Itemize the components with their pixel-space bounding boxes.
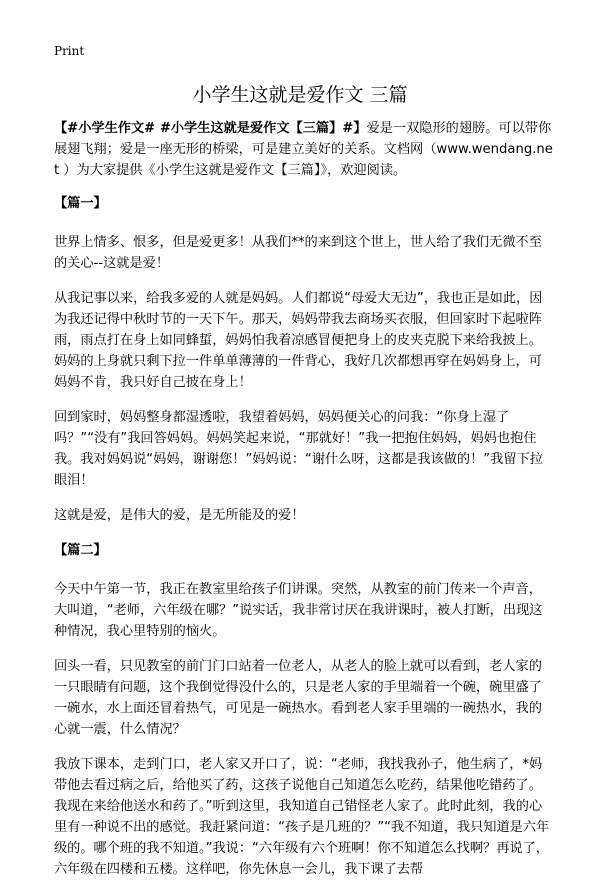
print-label: Print xyxy=(54,44,85,58)
section-1-paragraph: 回到家时，妈妈整身都湿透啦，我望着妈妈，妈妈便关心的问我：“你身上湿了吗？”“没有”我回答妈妈。妈妈笑起来说，“那就好！”我一把抱住妈妈，妈妈也抱住我。我对妈妈说“妈妈，谢谢您！”妈妈说：“谢什么呀，这都是我该做的！”我留下拉眼泪！ xyxy=(54,410,543,488)
intro-tag: 【#小学生作文# #小学生这就是爱作文【三篇】#】 xyxy=(54,121,367,136)
section-2-paragraph: 我放下课本，走到门口，老人家又开口了，说：“老师，我找我孙子，他生病了，*妈带他去看过病之后，给他买了药，这孩子说他自己知道怎么吃药，结果他吃错药了。我现在来给他送水和药了。”听到这里，我知道自己错怪老人家了。此时此刻，我的心里有一种说不出的感觉。我赶紧问道：“孩子是几班的？”“我不知道，我只知道是六年级的。哪个班的我不知道。”我说：“六年级有六个班啊！你不知道怎么找啊？再说了，六年级在四楼和五楼。这样吧，你先休息一会儿，我下课了去帮 xyxy=(54,757,550,877)
section-1-paragraph: 从我记事以来，给我多爱的人就是妈妈。人们都说“母爱大无边”，我也正是如此，因为我还记得中秋时节的一天下午。那天，妈妈带我去商场买衣服，但回家时下起啦阵雨，雨点打在身上如同蜂蜇，妈妈怕我着凉感冒便把身上的皮夹克脱下来给我披上。妈妈的上身就只剩下拉一件单单薄薄的一件背心，我好几次都想再穿在妈妈身上，可妈妈不肯，我只好自己披在身上！ xyxy=(54,291,543,390)
section-1-paragraph: 这就是爱，是伟大的爱，是无所能及的爱！ xyxy=(54,508,305,523)
document-body xyxy=(54,118,554,894)
section-2-paragraph: 今天中午第一节，我正在教室里给孩子们讲课。突然，从教室的前门传来一个声音，大叫道，“老师，六年级在哪？”说实话，我非常讨厌在我讲课时，被人打断，出现这种情况，我心里特别的恼火。 xyxy=(54,582,543,639)
section-2-paragraph: 回头一看，只见教室的前门门口站着一位老人，从老人的脸上就可以看到，老人家的一只眼睛有问题，这个我倒觉得没什么的，只是老人家的手里端着一个碗，碗里盛了一碗水，水上面还冒着热气，可见是一碗热水。看到老人家手里端的一碗热水，我的心就一震，什么情况？ xyxy=(54,659,542,737)
intro-paragraph xyxy=(54,118,554,181)
section-heading-2: 【篇二】 xyxy=(54,543,107,558)
section-1-paragraph: 世界上情多、恨多，但是爱更多！从我们**的来到这个世上，世人给了我们无微不至的关心--这就是爱！ xyxy=(54,235,542,271)
intro-text: 爱是一双隐形的翅膀。可以带你展翅飞翔；爱是一座无形的桥梁，可是建立美好的关系。文档网（www.wendang.net ）为大家提供《小学生这就是爱作文【三篇】》，欢迎阅读。 xyxy=(54,121,553,178)
page-title: 小学生这就是爱作文 三篇 xyxy=(192,84,408,106)
section-heading-1: 【篇一】 xyxy=(54,196,107,211)
